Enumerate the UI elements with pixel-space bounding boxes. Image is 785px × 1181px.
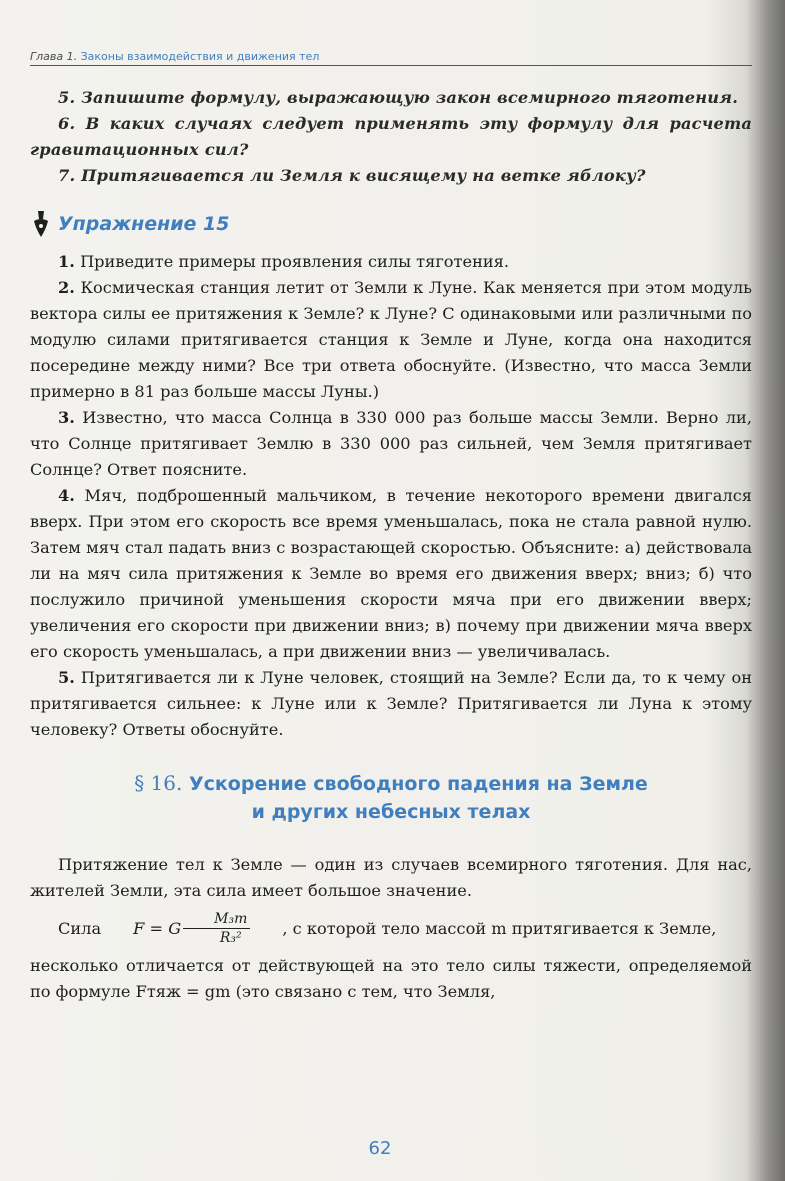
page-number: 62 [368,1138,392,1159]
question-6: 6. В каких случаях следует применять эту формулу для расчета гравитационных сил? [30,114,753,159]
exercise-item-5: 5. Притягивается ли к Луне человек, стоящий на Земле? Если да, то к чему он притягивается сильнее: к Луне или к Земле? Притягивается ли Луна к этому человеку? Ответы обоснуйте. [30,668,752,739]
question-5: 5. Запишите формулу, выражающую закон всемирного тяготения. [58,88,739,107]
chapter-title: Законы взаимодействия и движения тел [80,50,320,63]
running-header [30,50,752,66]
pen-nib-icon [30,209,52,239]
section-heading [30,769,752,826]
formula-line [30,910,752,947]
formula-denominator: R₃² [219,930,242,946]
section-title-line2: и других небесных телах [251,801,531,823]
question-7: 7. Притягивается ли Земля к висящему на ветке яблоку? [58,166,646,185]
section-symbol: § 16. [134,771,183,795]
exercise-title: Упражнение 15 [58,213,230,235]
exercise-item-2: 2. Космическая станция летит от Земли к Луне. Как меняется при этом модуль вектора силы ее притяжения к Земле? к Луне? С одинаковыми или различными по модулю силами притягивается станция к Земле и Луне, когда она находится посередине между ними? Все три ответа обоснуйте. (Известно, что масса Земли примерно в 81 раз больше массы Луны.) [30,278,752,401]
exercise-item-3: 3. Известно, что масса Солнца в 330 000 раз больше массы Земли. Верно ли, что Солнце притягивает Землю в 330 000 раз сильней, чем Земля притягивает Солнце? Ответ поясните. [30,408,752,479]
exercise-heading [30,209,752,239]
formula-suffix: , с которой тело массой m притягивается к Земле, [282,918,717,938]
formula-numerator: M₃m [183,910,250,929]
formula-fraction [183,910,250,947]
section-title-line1: Ускорение свободного падения на Земле [189,773,648,795]
exercise-item-1: 1. Приведите примеры проявления силы тяготения. [58,252,510,271]
body-paragraph-2: несколько отличается от действующей на это тело силы тяжести, определяемой по формуле Fтяж = gm (это связано с тем, что Земля, [30,956,752,1001]
formula-lhs: F = G [133,918,182,938]
formula-prefix: Сила [58,918,102,938]
page-content [30,85,752,1005]
exercise-item-4: 4. Мяч, подброшенный мальчиком, в течение некоторого времени двигался вверх. При этом его скорость все время уменьшалась, пока не стала равной нулю. Затем мяч стал падать вниз с возрастающей скоростью. Объясните: а) действовала ли на мяч сила притяжения к Земле во время его движения вверх; вниз; б) что послужило причиной уменьшения скорости мяча при его движении вверх; увеличения его скорости при движении вниз; в) почему при движении мяча вверх его скорость уменьшалась, а при движении вниз — увеличивалась. [30,486,752,661]
chapter-label: Глава 1. [30,50,78,63]
gravity-formula [105,910,250,947]
body-paragraph-1: Притяжение тел к Земле — один из случаев всемирного тяготения. Для нас, жителей Земли, эта сила имеет большое значение. [30,855,752,900]
